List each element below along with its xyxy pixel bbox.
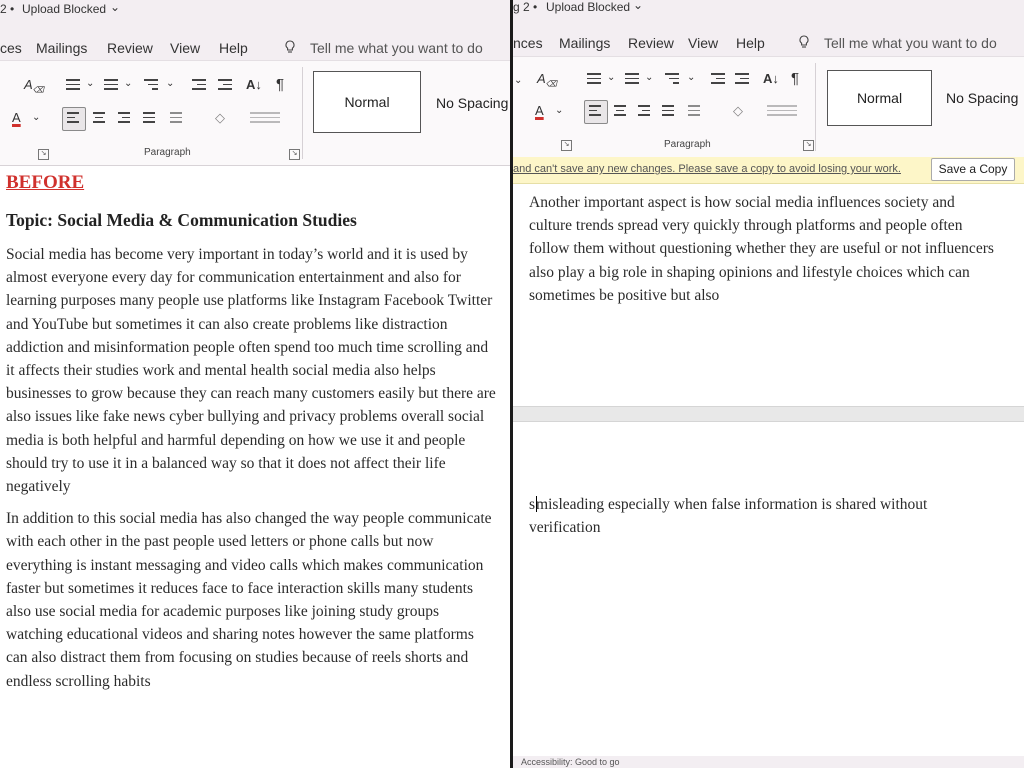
title-prefix: 2 • (0, 2, 15, 16)
upload-status[interactable]: Upload Blocked (546, 0, 631, 14)
paragraph: In addition to this social media has also changed the way people communicate with each other in the past people used letters or phone calls but now everything is instant messaging and video calls which makes communication faster but sometimes it reduces face to face interaction skills many students also use social media for academic purposes like joining study groups watching educational videos and sharing notes however the same platforms can also distract them from focusing on studies because of reels shorts and endless scrolling habits (6, 510, 492, 690)
multilevel-list-icon[interactable] (144, 79, 158, 93)
multilevel-list-icon[interactable] (665, 73, 679, 87)
tab-mailings[interactable]: Mailings (559, 35, 611, 51)
justify-icon[interactable] (143, 112, 155, 126)
chevron-down-icon[interactable]: ⌄ (110, 0, 121, 14)
tell-me-search[interactable]: Tell me what you want to do (824, 35, 997, 51)
font-color-icon[interactable]: A (12, 110, 21, 125)
title-bar (513, 0, 1024, 16)
document-body[interactable] (6, 243, 498, 693)
status-bar (513, 756, 1024, 768)
tell-me-search[interactable]: Tell me what you want to do (310, 40, 483, 56)
accessibility-status[interactable]: Accessibility: Good to go (521, 757, 620, 767)
font-color-icon[interactable]: A (535, 103, 544, 118)
style-no-spacing[interactable]: No Spacing (436, 95, 509, 111)
tab-help[interactable]: Help (736, 35, 765, 51)
before-heading: BEFORE (6, 172, 85, 193)
chevron-down-icon[interactable]: ⌄ (555, 105, 564, 116)
title-prefix: g 2 • (513, 0, 538, 14)
tab-references[interactable]: nces (513, 35, 543, 51)
tab-view[interactable]: View (688, 35, 719, 51)
tab-help[interactable]: Help (219, 40, 248, 56)
dialog-launcher-icon[interactable]: ↘ (561, 140, 572, 151)
document-page-2[interactable] (529, 493, 999, 539)
bullets-icon[interactable] (587, 73, 601, 87)
ribbon (0, 60, 510, 166)
chevron-down-icon[interactable]: ⌄ (124, 78, 133, 89)
stray-character: s (529, 496, 536, 513)
chevron-down-icon[interactable]: ⌄ (166, 78, 175, 89)
align-right-icon[interactable] (638, 105, 650, 119)
line-spacing-icon[interactable] (170, 112, 182, 126)
increase-indent-icon[interactable] (735, 73, 749, 87)
dialog-launcher-icon[interactable]: ↘ (38, 149, 49, 160)
paragraph-text: misleading especially when false information is shared without verification (529, 496, 928, 537)
dialog-launcher-icon[interactable]: ↘ (803, 140, 814, 151)
group-separator (815, 63, 816, 151)
upload-blocked-message-bar (513, 157, 1024, 184)
align-center-icon[interactable] (614, 105, 626, 119)
chevron-down-icon[interactable]: ⌄ (645, 72, 654, 83)
pilcrow-icon[interactable]: ¶ (276, 76, 285, 93)
paragraph (529, 493, 999, 539)
style-no-spacing[interactable]: No Spacing (946, 90, 1019, 106)
line-spacing-icon[interactable] (688, 105, 700, 119)
tab-review[interactable]: Review (628, 35, 674, 51)
chevron-down-icon[interactable]: ⌄ (633, 0, 644, 12)
tab-mailings[interactable]: Mailings (36, 40, 88, 56)
info-message: and can't save any new changes. Please save a copy to avoid losing your work. (513, 163, 901, 175)
lightbulb-icon (284, 40, 296, 54)
decrease-indent-icon[interactable] (192, 79, 206, 93)
tab-references[interactable]: ces (0, 40, 22, 56)
chevron-down-icon[interactable]: ⌄ (687, 72, 696, 83)
right-word-window (513, 0, 1024, 768)
left-word-window (0, 0, 510, 768)
menu-bar (513, 16, 1024, 56)
save-a-copy-button[interactable]: Save a Copy (931, 158, 1015, 181)
clear-formatting-icon[interactable]: $A_⌫$ (24, 77, 44, 95)
tab-view[interactable]: View (170, 40, 201, 56)
sort-icon[interactable]: A↓ (763, 71, 779, 86)
numbering-icon[interactable] (104, 79, 118, 93)
title-bar (0, 0, 510, 20)
chevron-down-icon[interactable]: ⌄ (514, 75, 523, 86)
borders-icon[interactable] (250, 112, 280, 126)
upload-status[interactable]: Upload Blocked (22, 2, 107, 16)
paragraph: Social media has become very important in today’s world and it is used by almost everyone every day for communication entertainment and also for learning purposes many people use platforms like Instagram Facebook Twitter and YouTube but sometimes it can also create problems like distraction addiction and misinformation people often spend too much time scrolling and it affects their studies work and mental health social media also helps businesses to grow because they can reach many customers easily but there are also issues like fake news cyber bullying and privacy problems overall social media is both helpful and harmful depending on how we use it and people should try to use it in a balanced way so that it does not affect their life negatively (6, 246, 496, 496)
decrease-indent-icon[interactable] (711, 73, 725, 87)
document-page-1[interactable] (529, 191, 1001, 307)
align-center-icon[interactable] (93, 112, 105, 126)
shading-icon[interactable]: ◇ (733, 103, 743, 118)
chevron-down-icon[interactable]: ⌄ (86, 78, 95, 89)
topic-heading: Topic: Social Media & Communication Studies (6, 210, 357, 230)
style-normal[interactable]: Normal (313, 71, 421, 133)
group-separator (302, 67, 303, 159)
chevron-down-icon[interactable]: ⌄ (607, 72, 616, 83)
sort-icon[interactable]: A↓ (246, 77, 262, 92)
dialog-launcher-icon[interactable]: ↘ (289, 149, 300, 160)
chevron-down-icon[interactable]: ⌄ (32, 112, 41, 123)
borders-icon[interactable] (767, 105, 797, 119)
tab-review[interactable]: Review (107, 40, 153, 56)
bullets-icon[interactable] (66, 79, 80, 93)
lightbulb-icon (798, 35, 810, 49)
paragraph: Another important aspect is how social media influences society and culture trends spread very quickly through platforms and people often follow them without questioning whether they are useful or not influencers also play a big role in shaping opinions and lifestyle choices which can sometimes be positive but also (529, 194, 994, 304)
justify-icon[interactable] (662, 105, 674, 119)
shading-icon[interactable]: ◇ (215, 110, 225, 125)
clear-formatting-icon[interactable]: $A_⌫$ (537, 71, 557, 89)
paragraph-group-label: Paragraph (664, 139, 711, 150)
increase-indent-icon[interactable] (218, 79, 232, 93)
ribbon (513, 56, 1024, 158)
paragraph-group-label: Paragraph (144, 147, 191, 158)
numbering-icon[interactable] (625, 73, 639, 87)
page-break-gap (513, 406, 1024, 422)
align-left-icon (67, 112, 79, 126)
pilcrow-icon[interactable]: ¶ (791, 70, 800, 87)
menu-bar (0, 20, 510, 60)
align-left-icon (589, 105, 601, 119)
align-right-icon[interactable] (118, 112, 130, 126)
style-normal[interactable]: Normal (827, 70, 932, 126)
